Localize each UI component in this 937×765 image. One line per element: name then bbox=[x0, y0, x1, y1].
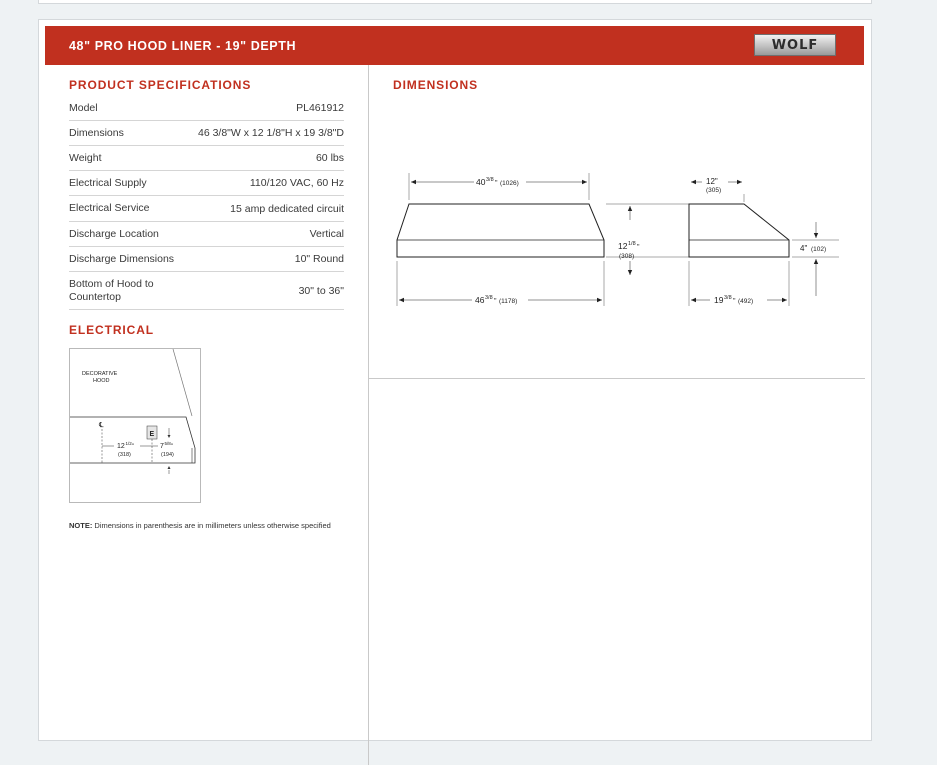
spec-value: 15 amp dedicated circuit bbox=[230, 202, 344, 215]
spec-row bbox=[69, 146, 344, 171]
spec-table bbox=[69, 96, 344, 310]
spec-value: 46 3/8"W x 12 1/8"H x 19 3/8"D bbox=[197, 127, 344, 139]
front-height-whole: 12 bbox=[618, 241, 628, 251]
side-top-mm: (305) bbox=[706, 187, 722, 194]
spec-label: Dimensions bbox=[69, 126, 124, 139]
wolf-logo bbox=[754, 34, 836, 56]
spec-row bbox=[69, 272, 344, 310]
spec-label: Model bbox=[69, 101, 98, 114]
svg-text:": " bbox=[637, 244, 640, 251]
spec-label: Discharge Dimensions bbox=[69, 252, 175, 265]
dimension-note bbox=[69, 521, 349, 531]
spec-label: Weight bbox=[69, 151, 102, 164]
electrical-box-label: E bbox=[149, 431, 155, 438]
spec-label: Bottom of Hood to Countertop bbox=[69, 277, 154, 303]
dim-b-fraction: 5/8 bbox=[164, 441, 171, 446]
page-header bbox=[45, 26, 864, 65]
column-divider bbox=[368, 65, 369, 765]
spec-value: 60 lbs bbox=[315, 152, 344, 164]
svg-text:": " bbox=[171, 444, 174, 450]
front-top-whole: 40 bbox=[476, 177, 486, 187]
dimensions-diagram bbox=[394, 160, 854, 325]
dim-b-mm: (194) bbox=[161, 452, 174, 458]
note-text: Dimensions in parenthesis are in millimeters unless otherwise specified bbox=[92, 521, 331, 530]
hood-label-2: HOOD bbox=[93, 378, 110, 384]
dimensions-diagram-svg bbox=[394, 160, 854, 320]
svg-text:": " bbox=[733, 298, 736, 305]
spec-label: Electrical Service bbox=[69, 202, 150, 214]
side-bottom-mm: (492) bbox=[738, 298, 754, 305]
front-height-mm: (308) bbox=[619, 253, 635, 260]
logo-text: WOLF bbox=[771, 37, 819, 53]
spec-value: 110/120 VAC, 60 Hz bbox=[249, 177, 344, 189]
front-bottom-whole: 46 bbox=[475, 295, 485, 305]
front-top-mm: (1026) bbox=[500, 180, 519, 187]
svg-text:": " bbox=[495, 180, 498, 187]
dim-a-fraction: 1/2 bbox=[125, 441, 132, 446]
front-height-fraction: 1/8 bbox=[628, 241, 636, 247]
svg-text:": " bbox=[132, 444, 135, 450]
centerline-symbol: ℄ bbox=[99, 422, 104, 429]
side-height-in: 4" bbox=[800, 244, 808, 253]
spec-value: 10" Round bbox=[294, 253, 344, 265]
spec-value: PL461912 bbox=[296, 102, 344, 114]
side-top-in: 12" bbox=[706, 177, 718, 186]
front-top-fraction: 3/8 bbox=[486, 177, 494, 183]
spec-row bbox=[69, 196, 344, 222]
side-bottom-whole: 19 bbox=[714, 295, 724, 305]
spec-sheet-page bbox=[38, 19, 872, 741]
electrical-diagram bbox=[69, 348, 201, 503]
dimensions-title: DIMENSIONS bbox=[393, 78, 479, 92]
section-divider bbox=[369, 378, 865, 379]
spec-row bbox=[69, 247, 344, 272]
spec-row bbox=[69, 222, 344, 247]
spec-row bbox=[69, 96, 344, 121]
page-title: 48" PRO HOOD LINER - 19" DEPTH bbox=[69, 39, 297, 53]
previous-page-edge bbox=[38, 0, 872, 4]
spec-label: Electrical Supply bbox=[69, 176, 147, 189]
product-specifications-title: PRODUCT SPECIFICATIONS bbox=[69, 78, 252, 92]
side-height-mm: (102) bbox=[811, 246, 827, 253]
front-bottom-mm: (1178) bbox=[499, 298, 518, 305]
svg-text:": " bbox=[494, 298, 497, 305]
electrical-diagram-svg bbox=[70, 349, 200, 502]
spec-value: 30" to 36" bbox=[298, 284, 344, 297]
spec-row bbox=[69, 171, 344, 196]
dim-a-whole: 12 bbox=[117, 443, 125, 450]
dim-a-mm: (318) bbox=[118, 452, 131, 458]
front-bottom-fraction: 3/8 bbox=[485, 295, 493, 301]
electrical-title: ELECTRICAL bbox=[69, 323, 154, 337]
note-label: NOTE: bbox=[69, 521, 93, 530]
spec-row bbox=[69, 121, 344, 146]
hood-label-1: DECORATIVE bbox=[82, 371, 118, 377]
side-bottom-fraction: 3/8 bbox=[724, 295, 732, 301]
spec-value: Vertical bbox=[309, 228, 344, 240]
spec-label: Discharge Location bbox=[69, 227, 159, 240]
dim-b-whole: 7 bbox=[160, 443, 164, 450]
